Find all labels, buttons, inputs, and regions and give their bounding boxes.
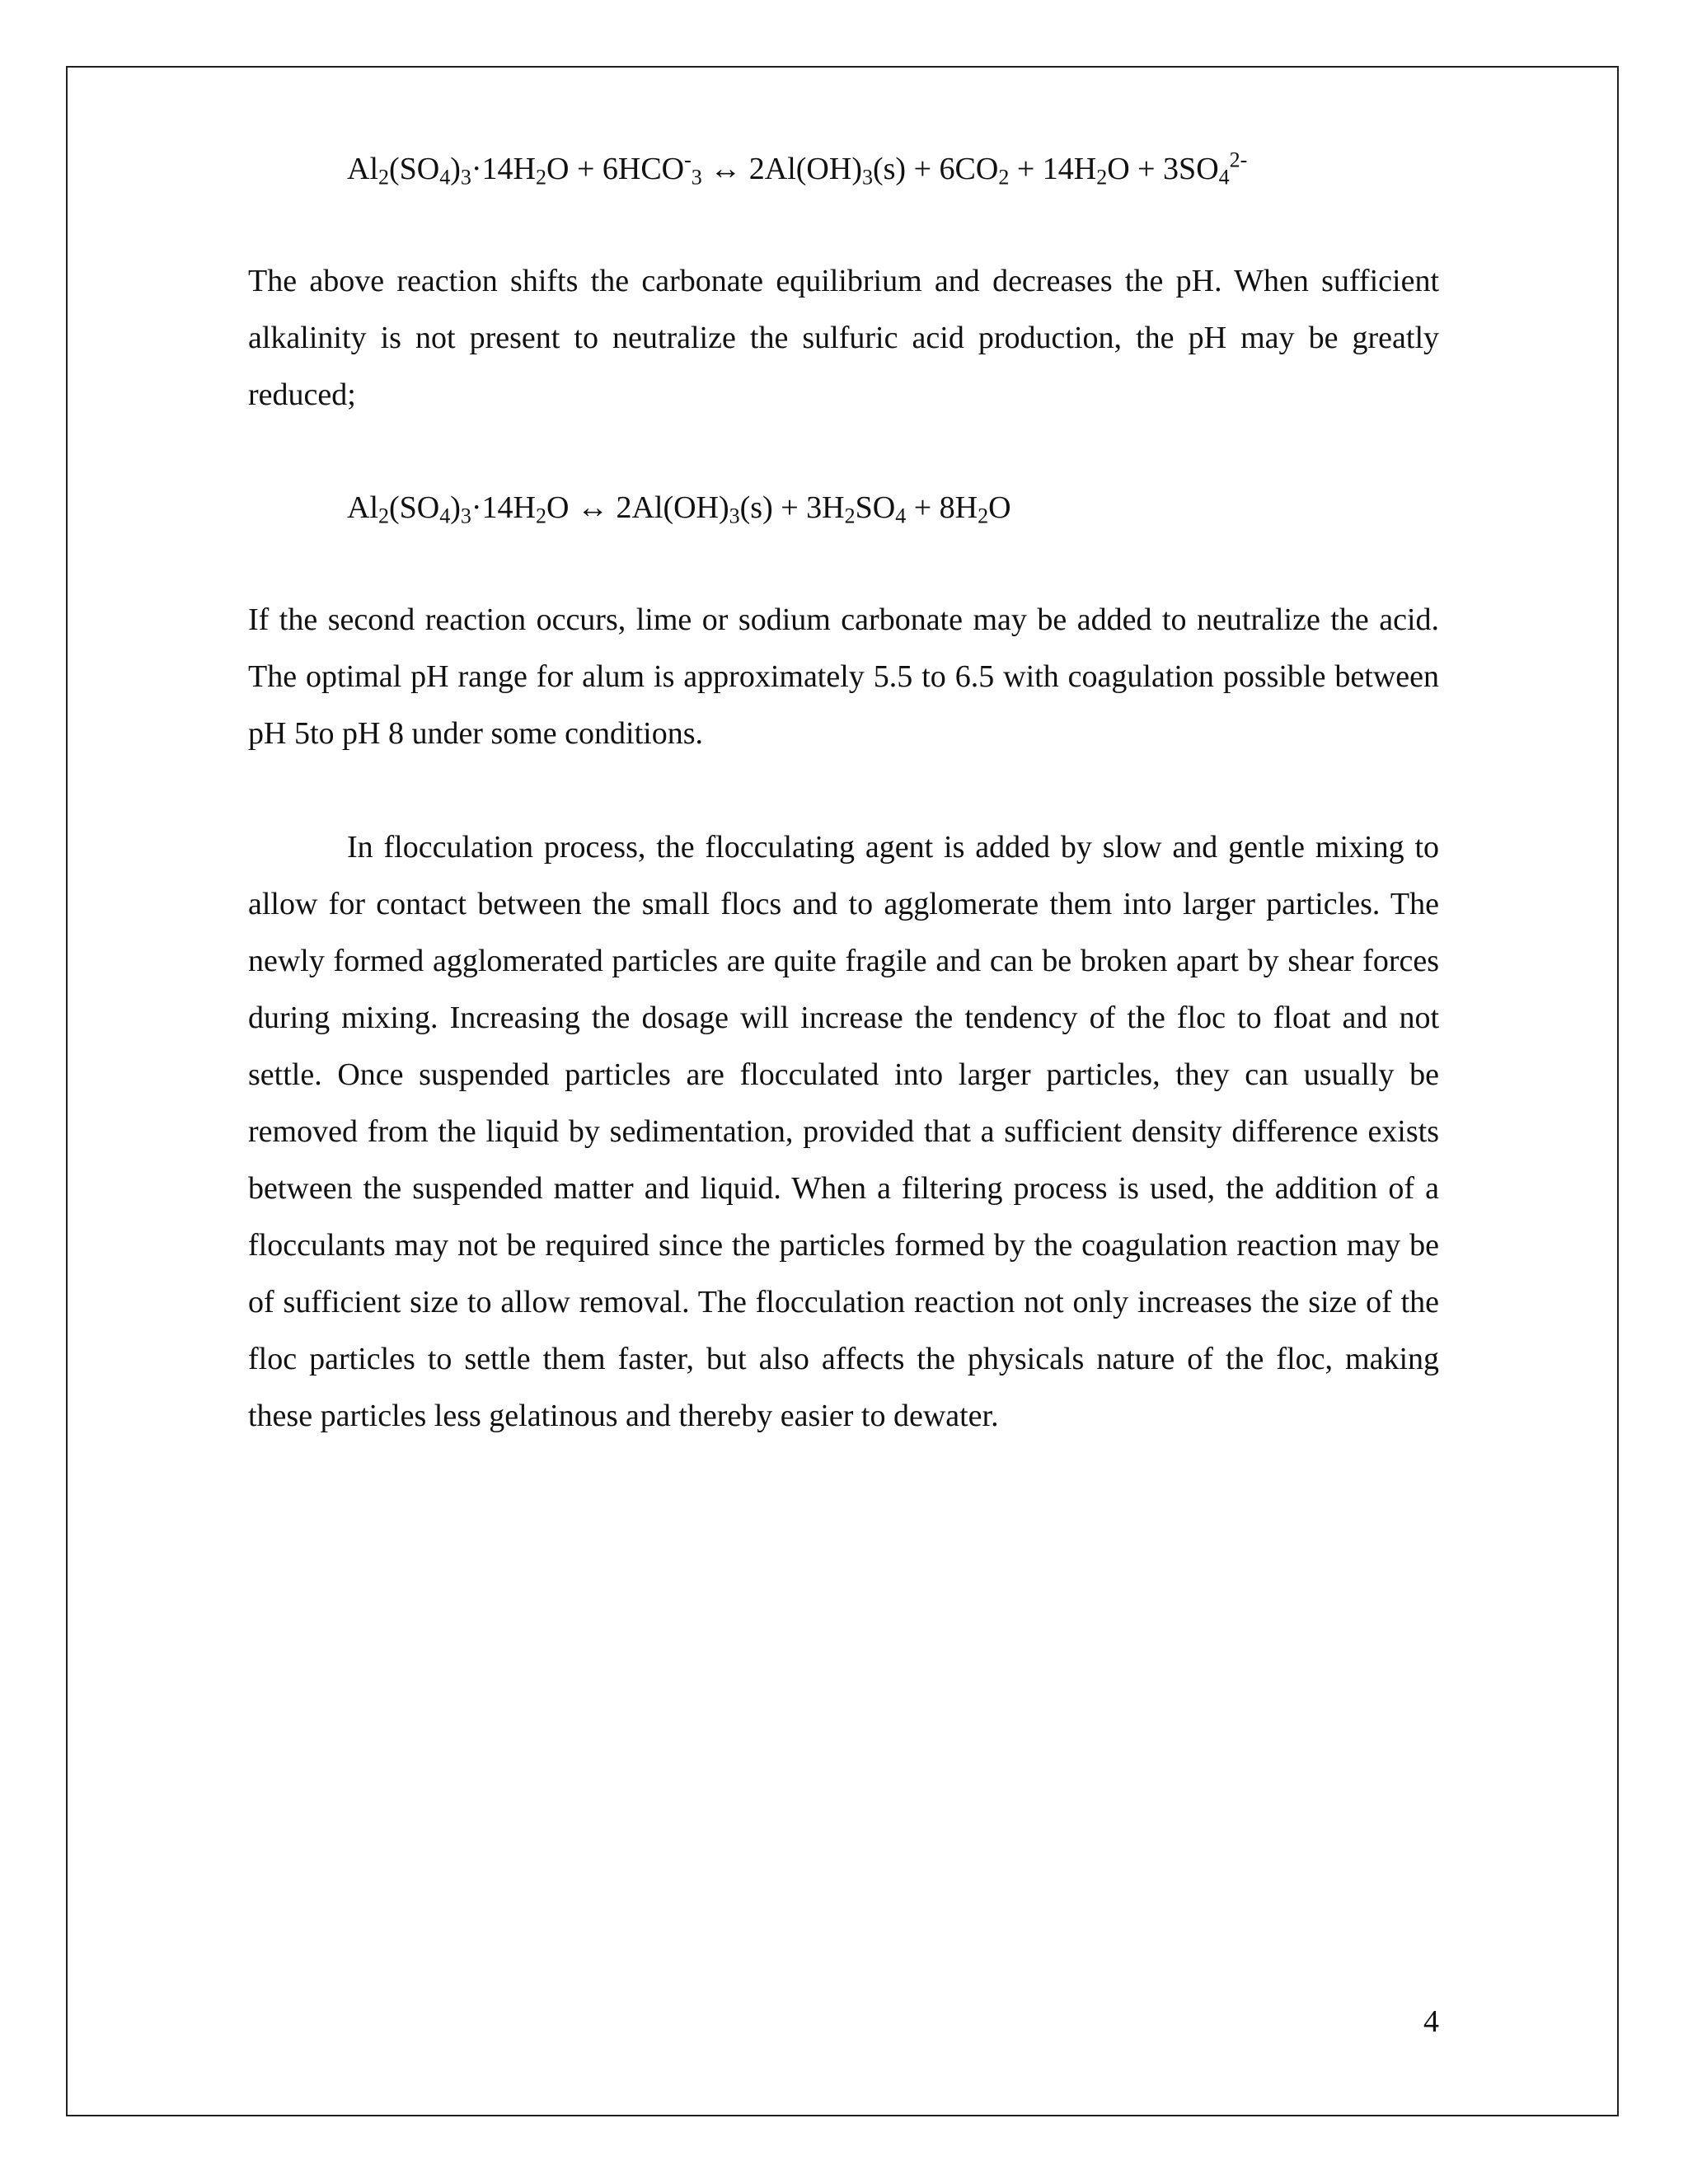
equation-alum-bicarbonate: $Al_2(SO_4)_3\cdot 14H_2O + 6HCO^-_3$ ↔ $2Al(OH)_3(s) + 6CO_2 + 14H_2O + 3SO_4^{2-}$ [347,148,1248,190]
paragraph-carbonate-equilibrium: The above reaction shifts the carbonate equilibrium and decreases the pH. When sufficient alkalinity is not present to neutralize the sulfuric acid production, the pH may be greatly reduced; [248,264,1439,412]
page-number: 4 [1423,2004,1439,2039]
page-content [248,140,1439,1445]
paragraph-flocculation: In flocculation process, the flocculating agent is added by slow and gentle mixing to allow for contact between the small flocs and to agglomerate them into larger particles. The newly formed agglomerated particles are quite fragile and can be broken apart by shear forces during mixing. Increasing the dosage will increase the tendency of the floc to float and not settle. Once suspended particles are flocculated into larger particles, they can usually be removed from the liquid by sedimentation, provided that a sufficient density difference exists between the suspended matter and liquid. When a filtering process is used, the addition of a flocculants may not be required since the particles formed by the coagulation reaction may be of sufficient size to allow removal. The flocculation reaction not only increases the size of the floc particles to settle them faster, but also affects the physicals nature of the floc, making these particles less gelatinous and thereby easier to dewater. [248,830,1439,1433]
paragraph-neutralization: If the second reaction occurs, lime or sodium carbonate may be added to neutralize the acid. The optimal pH range for alum is approximately 5.5 to 6.5 with coagulation possible between pH 5to pH 8 under some conditions. [248,602,1439,751]
equation-alum-sulfuric-acid: $Al_2(SO_4)_3\cdot 14H_2O$ ↔ $2Al(OH)_3(s) + 3H_2SO_4 + 8H_2O$ [347,490,1011,528]
